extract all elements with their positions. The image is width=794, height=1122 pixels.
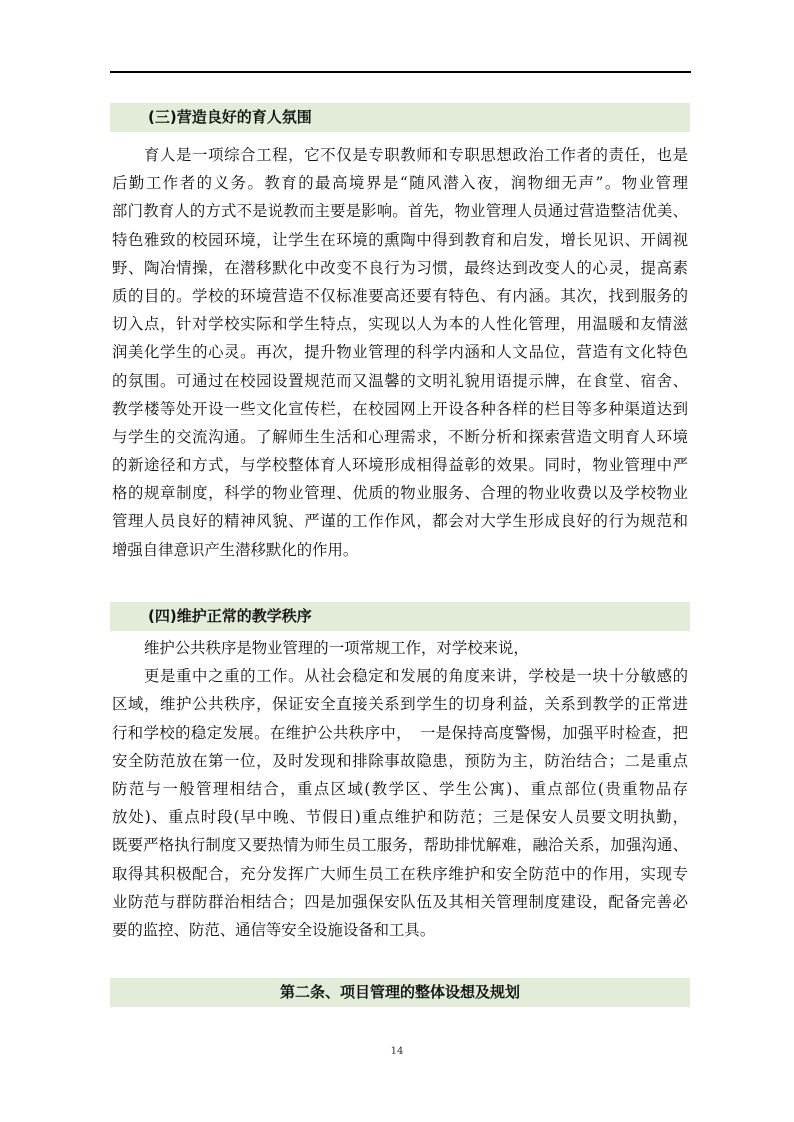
paragraph-line: 野、陶冶情操，在潜移默化中改变不良行为习惯，最终达到改变人的心灵，提高素	[112, 258, 688, 277]
paragraph-line: 后勤工作者的义务。教育的最高境界是“随风潜入夜，润物细无声”。物业管理	[112, 174, 688, 193]
paragraph-line: 放处)、重点时段(早中晚、节假日)重点维护和防范；三是保安人员要文明执勤，	[112, 808, 688, 827]
paragraph-line: 更是重中之重的工作。从社会稳定和发展的角度来讲，学校是一块十分敏感的	[144, 667, 688, 686]
paragraph-line: 取得其积极配合，充分发挥广大师生员工在秩序维护和安全防范中的作用，实现专	[112, 864, 688, 883]
paragraph-line: 增强自律意识产生潜移默化的作用。	[112, 540, 359, 559]
paragraph-line: 润美化学生的心灵。再次，提升物业管理的科学内涵和人文品位，营造有文化特色	[112, 343, 688, 362]
paragraph-line: 维护公共秩序是物业管理的一项常规工作，对学校来说，	[144, 639, 529, 657]
article-heading: 第二条、项目管理的整体设想及规划	[110, 978, 690, 1007]
header-rule	[110, 71, 691, 73]
paragraph-line: 行和学校的稳定发展。在维护公共秩序中， 一是保持高度警惕，加强平时检查，把	[112, 723, 688, 742]
paragraph-line: 管理人员良好的精神风貌、严谨的工作作风，都会对大学生形成良好的行为规范和	[112, 512, 688, 531]
paragraph-line: 育人是一项综合工程，它不仅是专职教师和专职思想政治工作者的责任，也是	[144, 146, 688, 164]
paragraph-line: 特色雅致的校园环境，让学生在环境的熏陶中得到教育和启发，增长见识、开阔视	[112, 230, 688, 249]
paragraph-line: 要的监控、防范、通信等安全设施设备和工具。	[112, 920, 436, 939]
section-heading-3: (三)营造良好的育人氛围	[110, 103, 690, 132]
paragraph-line: 安全防范放在第一位，及时发现和排除事故隐患，预防为主，防治结合；二是重点	[112, 751, 688, 770]
paragraph-line: 防范与一般管理相结合，重点区域(教学区、学生公寓)、重点部位(贵重物品存	[112, 779, 688, 798]
paragraph-line: 格的规章制度，科学的物业管理、优质的物业服务、合理的物业收费以及学校物业	[112, 484, 688, 503]
paragraph-line: 质的目的。学校的环境营造不仅标准要高还要有特色、有内涵。其次，找到服务的	[112, 286, 688, 305]
paragraph-line: 业防范与群防群治相结合；四是加强保安队伍及其相关管理制度建设，配备完善必	[112, 892, 688, 911]
page-number: 14	[390, 1046, 404, 1057]
paragraph-line: 部门教育人的方式不是说教而主要是影响。首先，物业管理人员通过营造整洁优美、	[112, 202, 688, 221]
paragraph-line: 既要严格执行制度又要热情为师生员工服务，帮助排忧解难，融洽关系，加强沟通、	[112, 836, 688, 855]
paragraph-line: 与学生的交流沟通。了解师生生活和心理需求，不断分析和探索营造文明育人环境	[112, 427, 688, 446]
paragraph-line: 教学楼等处开设一些文化宣传栏，在校园网上开设各种各样的栏目等多种渠道达到	[112, 399, 688, 418]
section-3-body	[112, 141, 688, 564]
paragraph-line: 切入点，针对学校实际和学生特点，实现以人为本的人性化管理，用温暖和友情滋	[112, 315, 688, 334]
paragraph-line: 的新途径和方式，与学校整体育人环境形成相得益彰的效果。同时，物业管理中严	[112, 456, 688, 475]
paragraph-line: 的氛围。可通过在校园设置规范而又温馨的文明礼貌用语提示牌，在食堂、宿舍、	[112, 371, 688, 390]
paragraph-line: 区域，维护公共秩序，保证安全直接关系到学生的切身利益，关系到教学的正常进	[112, 695, 688, 714]
section-heading-4: (四)维护正常的教学秩序	[110, 602, 690, 631]
section-4-body	[112, 634, 688, 944]
